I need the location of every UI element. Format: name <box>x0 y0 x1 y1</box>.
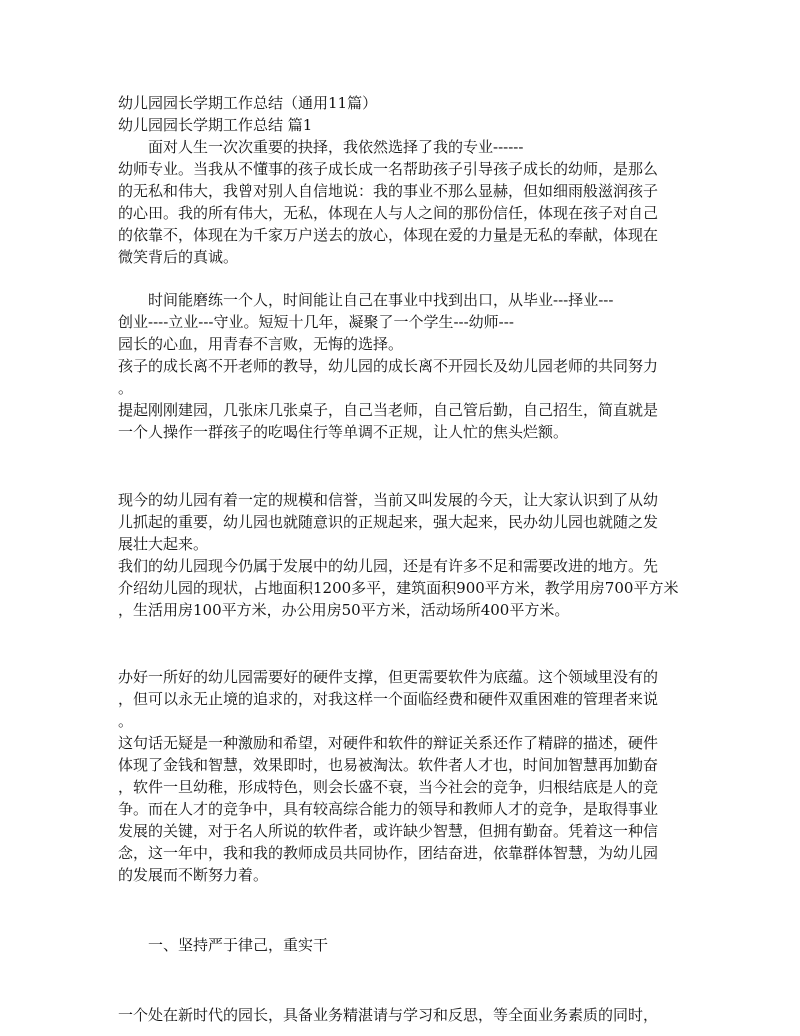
paragraph-line: 时间能磨练一个人，时间能让自己在事业中找到出口，从毕业---择业--- <box>148 291 614 309</box>
paragraph-line: 儿抓起的重要，幼儿园也就随意识的正规起来，强大起来，民办幼儿园也就随之发 <box>118 513 659 531</box>
paragraph-line: 现今的幼儿园有着一定的规模和信誉，当前又叫发展的今天，让大家认识到了从幼 <box>118 491 659 509</box>
paragraph-line: ，生活用房100平方米，办公用房50平方米，活动场所400平方米。 <box>118 601 570 619</box>
section-heading: 幼儿园园长学期工作总结 篇1 <box>118 116 313 134</box>
paragraph-line: 的发展而不断努力着。 <box>118 866 269 884</box>
paragraph-line: 孩子的成长离不开老师的教导，幼儿园的成长离不开园长及幼儿园老师的共同努力 <box>118 357 659 375</box>
paragraph-line: 提起刚刚建园，几张床几张桌子，自己当老师，自己管后勤，自己招生，简直就是 <box>118 401 659 419</box>
paragraph-line: 一个处在新时代的园长，具备业务精湛请与学习和反思，等全面业务素质的同时， <box>118 1006 659 1024</box>
paragraph-line: 的心田。我的所有伟大，无私，体现在人与人之间的那份信任，体现在孩子对自己 <box>118 204 659 222</box>
paragraph-line: 面对人生一次次重要的抉择，我依然选择了我的专业------ <box>148 138 524 156</box>
paragraph-line: 。 <box>118 379 134 397</box>
paragraph-line: 我们的幼儿园现今仍属于发展中的幼儿园，还是有许多不足和需要改进的地方。先 <box>118 557 659 575</box>
paragraph-line: 微笑背后的真诚。 <box>118 248 239 266</box>
paragraph-line: 这句话无疑是一种激励和希望，对硬件和软件的辩证关系还作了精辟的描述，硬件 <box>118 734 659 752</box>
paragraph-line: ，软件一旦幼稚，形成特色，则会长盛不衰，当今社会的竞争，归根结底是人的竞 <box>118 778 659 796</box>
paragraph-line: 。 <box>118 712 134 730</box>
paragraph-line: 争。而在人才的竞争中，具有较高综合能力的领导和教师人才的竞争，是取得事业 <box>118 800 659 818</box>
paragraph-line: 幼师专业。当我从不懂事的孩子成长成一名帮助孩子引导孩子成长的幼师，是那么 <box>118 160 659 178</box>
section-heading: 一、坚持严于律己，重实干 <box>148 936 329 954</box>
paragraph-line: 园长的心血，用青春不言败，无悔的选择。 <box>118 335 404 353</box>
paragraph-line: 展壮大起来。 <box>118 535 209 553</box>
paragraph-line: 体现了金钱和智慧，效果即时，也易被淘汰。软件者人才也，时间加智慧再加勤奋 <box>118 756 659 774</box>
paragraph-line: 的无私和伟大，我曾对别人自信地说：我的事业不那么显赫，但如细雨般滋润孩子 <box>118 182 659 200</box>
paragraph-line: ，但可以永无止境的追求的，对我这样一个面临经费和硬件双重困难的管理者来说 <box>118 690 659 708</box>
paragraph-line: 一个人操作一群孩子的吃喝住行等单调不正规，让人忙的焦头烂额。 <box>118 423 569 441</box>
paragraph-line: 办好一所好的幼儿园需要好的硬件支撑，但更需要软件为底蕴。这个领域里没有的 <box>118 668 659 686</box>
document-title: 幼儿园园长学期工作总结（通用11篇） <box>118 94 378 112</box>
paragraph-line: 介绍幼儿园的现状，占地面积1200多平，建筑面积900平方米，教学用房700平方米 <box>118 579 679 597</box>
paragraph-line: 创业----立业---守业。短短十几年，凝聚了一个学生---幼师--- <box>118 313 514 331</box>
paragraph-line: 发展的关键，对于名人所说的软件者，或许缺少智慧，但拥有勤奋。凭着这一种信 <box>118 822 659 840</box>
paragraph-line: 念，这一年中，我和我的教师成员共同协作，团结奋进，依靠群体智慧，为幼儿园 <box>118 844 659 862</box>
paragraph-line: 的依靠不，体现在为千家万户送去的放心，体现在爱的力量是无私的奉献，体现在 <box>118 226 659 244</box>
